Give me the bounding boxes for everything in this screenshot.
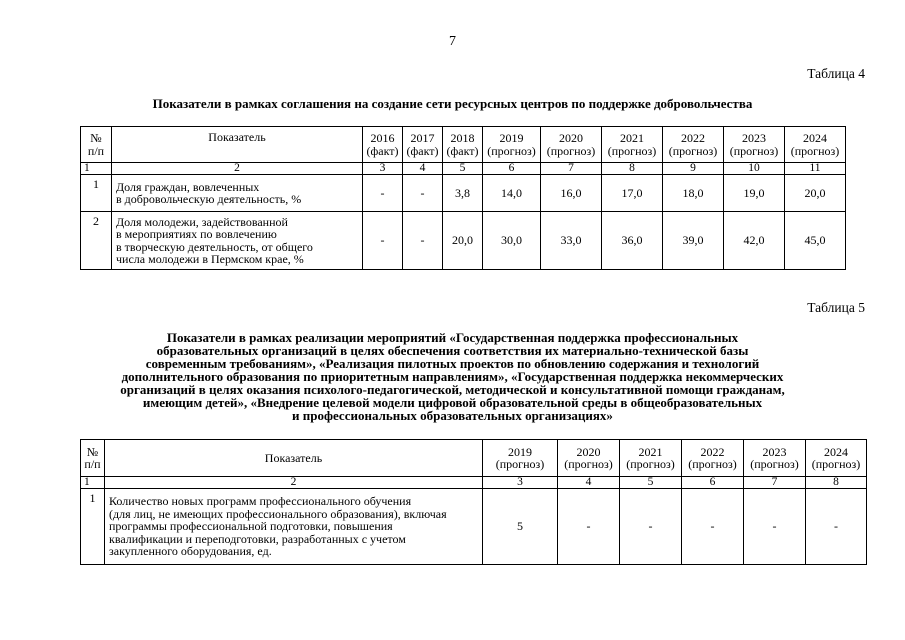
table-row — [81, 489, 867, 565]
col-header-2022: 2022 (прогноз) — [682, 440, 744, 477]
value-cell: 33,0 — [541, 212, 602, 270]
col-header-2021: 2021 (прогноз) — [602, 127, 663, 163]
table5-title-line: Показатели в рамках реализации мероприятий «Государственная поддержка профессиональных — [166, 330, 739, 345]
value-cell: 16,0 — [541, 175, 602, 212]
value-cell: - — [620, 489, 682, 565]
col-number: 1 — [81, 477, 105, 489]
value-cell: 39,0 — [663, 212, 724, 270]
column-numbers-row — [81, 163, 846, 175]
col-header-2017: 2017 (факт) — [403, 127, 443, 163]
value-cell: 14,0 — [483, 175, 541, 212]
col-header-2016: 2016 (факт) — [363, 127, 403, 163]
value-cell: - — [403, 212, 443, 270]
col-number: 1 — [81, 163, 112, 175]
col-header-indicator: Показатель — [105, 440, 483, 477]
col-header-2022: 2022 (прогноз) — [663, 127, 724, 163]
table5-title-line: и профессиональных образовательных организациях» — [292, 408, 613, 423]
indicator-name: Доля молодежи, задействованной в мероприятиях по вовлечению в творческую деятельность, от общего числа молодежи в Пермском крае, % — [112, 212, 363, 270]
col-number: 6 — [483, 163, 541, 175]
col-number: 3 — [363, 163, 403, 175]
col-header-2024: 2024 (прогноз) — [806, 440, 867, 477]
value-cell: 17,0 — [602, 175, 663, 212]
col-header-2019: 2019 (прогноз) — [483, 440, 558, 477]
page-number: 7 — [449, 34, 456, 49]
value-cell: - — [806, 489, 867, 565]
table5-title-line: имеющим детей», «Внедрение целевой модели цифровой образовательной среды в общеобразовательных — [142, 395, 763, 410]
col-header-2018: 2018 (факт) — [443, 127, 483, 163]
col-number: 3 — [483, 477, 558, 489]
table4-title: Показатели в рамках соглашения на создание сети ресурсных центров по поддержке добровольчества — [152, 96, 753, 111]
value-cell: 19,0 — [724, 175, 785, 212]
table5-caption: Таблица 5 — [807, 300, 865, 315]
col-number: 4 — [403, 163, 443, 175]
col-number: 8 — [806, 477, 867, 489]
table-row — [81, 212, 846, 270]
table5-title-line: современным требованиям», «Реализация пилотных проектов по обновлению содержания и технологий — [145, 356, 760, 371]
col-number: 5 — [443, 163, 483, 175]
col-number: 5 — [620, 477, 682, 489]
table4 — [80, 126, 846, 270]
col-header-num: № п/п — [81, 440, 105, 477]
col-header-2023: 2023 (прогноз) — [724, 127, 785, 163]
value-cell: 20,0 — [443, 212, 483, 270]
value-cell: - — [363, 175, 403, 212]
value-cell: - — [403, 175, 443, 212]
col-number: 7 — [541, 163, 602, 175]
table5-title — [0, 331, 905, 422]
table5-title-line: дополнительного образования по приоритетным направлениям», «Государственная поддержка некоммерческих — [121, 369, 784, 384]
value-cell: 45,0 — [785, 212, 846, 270]
column-numbers-row — [81, 477, 867, 489]
col-header-2019: 2019 (прогноз) — [483, 127, 541, 163]
indicator-name: Количество новых программ профессионального обучения (для лиц, не имеющих профессионального образования), включая программы профессиональной подготовки, повышения квалификации и переподготовки, разработанных с учетом закупленного оборудования, ед. — [105, 489, 483, 565]
col-header-2024: 2024 (прогноз) — [785, 127, 846, 163]
col-number: 8 — [602, 163, 663, 175]
value-cell: 5 — [483, 489, 558, 565]
col-header-2021: 2021 (прогноз) — [620, 440, 682, 477]
value-cell: - — [558, 489, 620, 565]
col-number: 6 — [682, 477, 744, 489]
col-number: 4 — [558, 477, 620, 489]
col-number: 2 — [112, 163, 363, 175]
col-header-2020: 2020 (прогноз) — [541, 127, 602, 163]
value-cell: - — [682, 489, 744, 565]
col-number: 7 — [744, 477, 806, 489]
value-cell: 3,8 — [443, 175, 483, 212]
value-cell: 20,0 — [785, 175, 846, 212]
col-header-2023: 2023 (прогноз) — [744, 440, 806, 477]
table5-title-line: образовательных организаций в целях обеспечения соответствия их материально-технической базы — [156, 343, 749, 358]
col-header-indicator: Показатель — [112, 127, 363, 163]
row-number: 1 — [81, 175, 112, 212]
value-cell: - — [744, 489, 806, 565]
col-header-2020: 2020 (прогноз) — [558, 440, 620, 477]
col-number: 9 — [663, 163, 724, 175]
value-cell: 42,0 — [724, 212, 785, 270]
value-cell: - — [363, 212, 403, 270]
row-number: 2 — [81, 212, 112, 270]
col-number: 2 — [105, 477, 483, 489]
table5-title-line: организаций в целях оказания психолого-педагогической, методической и консультативной помощи гражданам, — [120, 382, 785, 397]
table-row — [81, 175, 846, 212]
value-cell: 30,0 — [483, 212, 541, 270]
table4-caption: Таблица 4 — [807, 66, 865, 81]
indicator-name: Доля граждан, вовлеченных в добровольческую деятельность, % — [112, 175, 363, 212]
table5 — [80, 439, 867, 565]
value-cell: 18,0 — [663, 175, 724, 212]
col-number: 10 — [724, 163, 785, 175]
row-number: 1 — [81, 489, 105, 565]
value-cell: 36,0 — [602, 212, 663, 270]
col-header-num: № п/п — [81, 127, 112, 163]
col-number: 11 — [785, 163, 846, 175]
